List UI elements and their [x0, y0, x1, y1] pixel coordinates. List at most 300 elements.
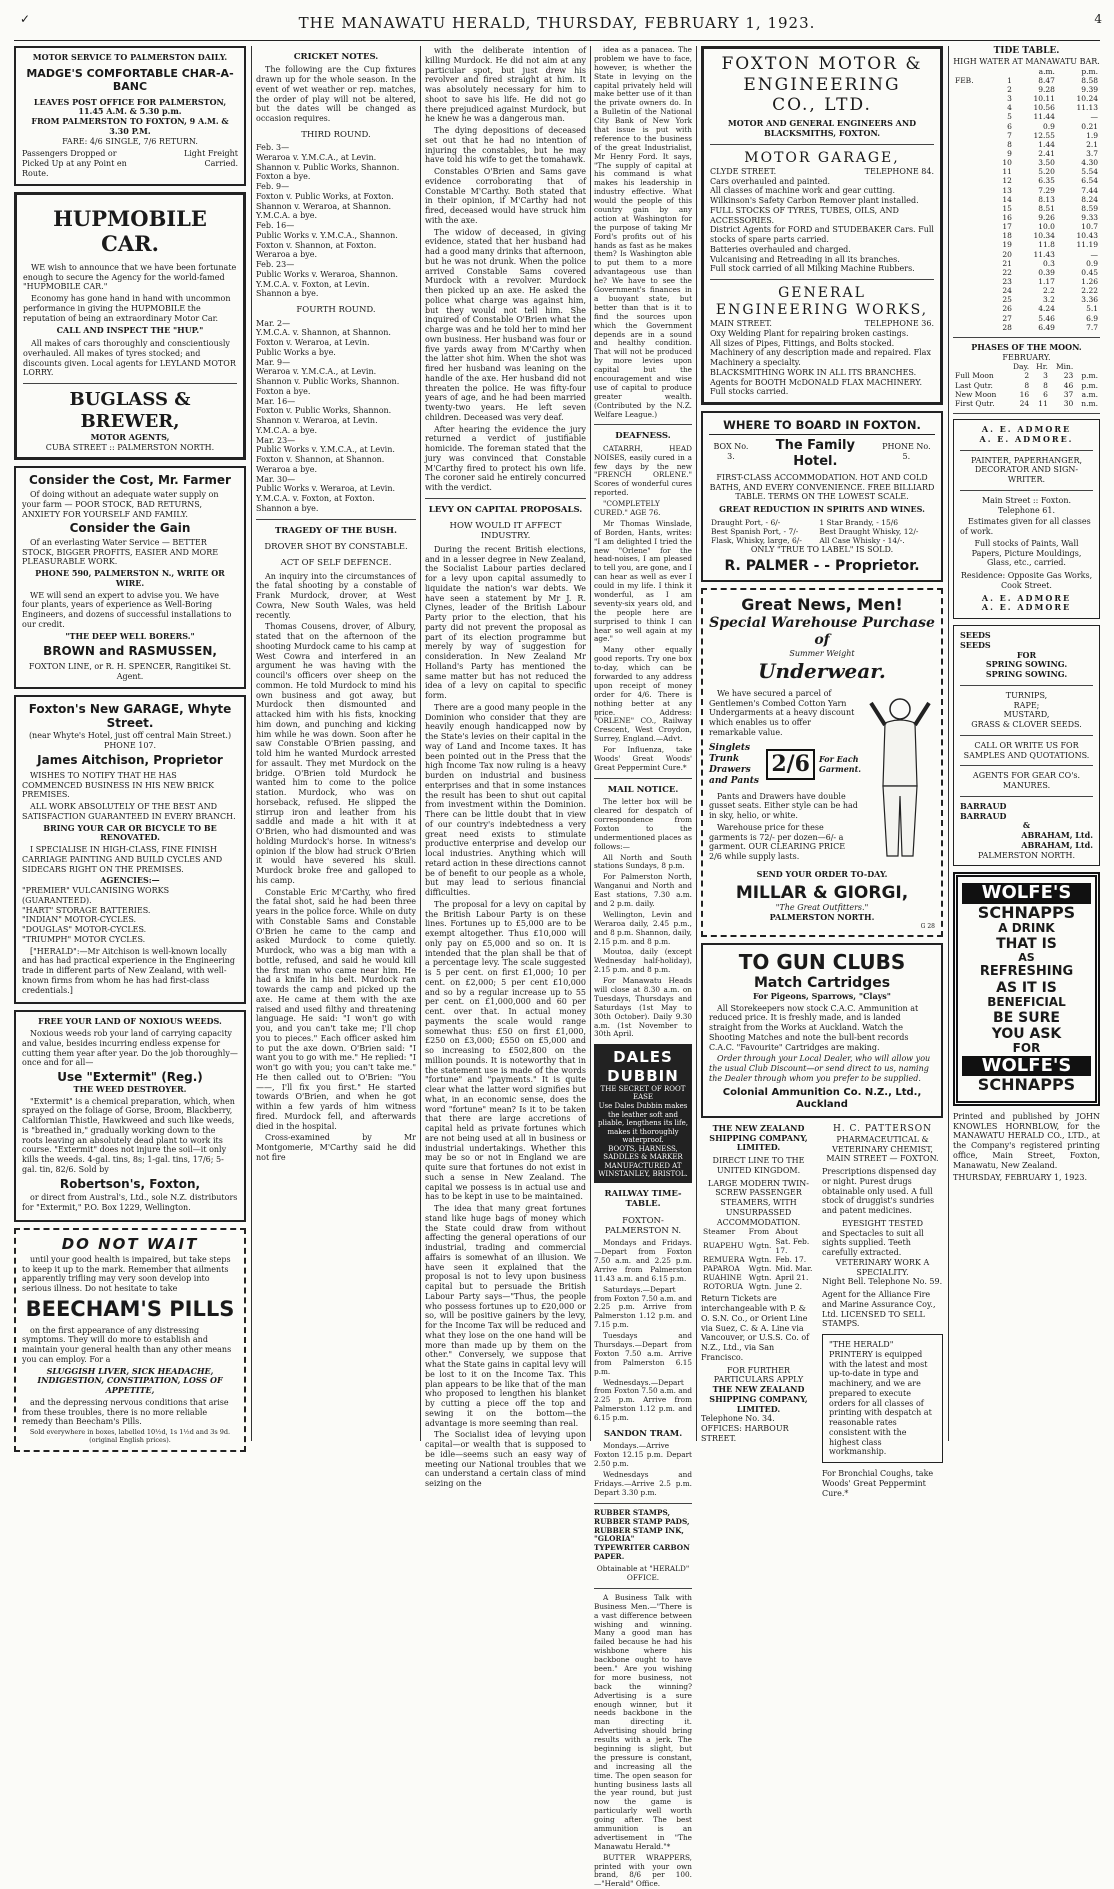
hupmobile-ad — [14, 192, 246, 461]
ad-firm: A. E. ADMORE — [981, 602, 1072, 613]
stamps-ad — [594, 1509, 692, 1562]
time-cell: 16 — [1019, 389, 1030, 399]
price-cell: Best Spanish Port, - 7/- — [711, 527, 799, 537]
month-cell — [953, 176, 991, 185]
time-cell: 2 — [1024, 371, 1030, 381]
month-cell — [953, 222, 991, 231]
fixture-line: Foxton v. Shannon, at Foxton. — [256, 240, 377, 250]
ad-callout: CALL AND INSPECT THE "HUP." — [56, 325, 204, 336]
seed-item: GRASS & CLOVER SEEDS. — [971, 720, 1082, 729]
dales-dubbin-ad — [594, 1044, 692, 1182]
ad-text: Prescriptions dispensed day or night. Purest drugs obtainable only used. A full stock of druggist's sundries and patent medicines. — [822, 1167, 937, 1216]
paragraph: CATARRH, HEAD NOISES, easily cured in a few days by the new "FRENCH ORLENE." Scores of wonderful cures reported. — [594, 443, 692, 498]
day-cell: 16 — [1002, 212, 1012, 222]
ad-phone: PHONE No. 5. — [882, 442, 931, 461]
article-body — [594, 798, 692, 1039]
wolfe-line: BENEFICIAL — [987, 994, 1066, 1009]
seed-list — [960, 691, 1093, 730]
ad-firm: ABRAHAM, Ltd. — [1021, 830, 1093, 840]
time-cell: 9.33 — [1081, 212, 1098, 222]
paragraph: There are a good many people in the Dominion who consider that they are heavily enough handicapped now by the State's levies on their capital in the way of Land and Income taxes. It has been pointed out in the Press that the high Income Tax now ruling is a heavy burden on industrial and business enterprises and that in some instances the result has been to shut out capital from investment within the Dominion. There can be little doubt that in view of our country's indebtedness a very great need exists to stimulate productive enterprise and develop our local industries. Anything which will retard action in these directions cannot be of benefit to our people as a whole, but may lead to serious financial difficulties. — [425, 702, 586, 898]
fixture-line: Public Works a bye. — [256, 347, 336, 357]
ad-firm: BROWN and RASMUSSEN, — [43, 644, 217, 659]
service-line: FULL STOCKS OF TYRES, TUBES, OILS, AND ACCESSORIES. — [710, 205, 899, 225]
service-line: Batteries overhauled and charged. — [710, 244, 851, 254]
time-cell: 1.26 — [1081, 276, 1098, 286]
time-cell: 10.0 — [1038, 222, 1055, 232]
seeds-ad — [953, 625, 1100, 866]
phase-cell: New Moon — [955, 389, 997, 399]
fixture-line: Y.M.C.A. a bye. — [256, 211, 317, 221]
underwear-ad — [701, 588, 943, 937]
time-cell: 3.36 — [1081, 295, 1098, 305]
time-cell: 6.54 — [1081, 176, 1098, 186]
time-cell: 10.24 — [1076, 94, 1098, 104]
month-cell — [953, 195, 991, 204]
article-subheading: HOW WOULD IT AFFECT INDUSTRY. — [449, 521, 562, 542]
time-cell: 46 — [1063, 380, 1074, 390]
time-cell: 24 — [1019, 398, 1030, 408]
table-row — [953, 122, 1100, 131]
article-body — [594, 1442, 692, 1497]
paragraph: Wellington, Levin and Weraroa daily, 2.45 p.m., and 8 p.m. Shannon, daily, 2.15 p.m. and 8 p.m. — [594, 909, 692, 946]
month-cell — [953, 140, 991, 149]
table-row — [701, 1282, 816, 1291]
column-rule — [696, 46, 697, 1441]
table-cell: RUAHINE — [703, 1273, 742, 1283]
ad-text: Noxious weeds rob your land of carrying capacity and value, besides incurring endless expense for cutting them year after year. Do the job thoroughly—once and for all— — [22, 1029, 238, 1068]
ad-title: ENGINEERING — [743, 74, 901, 95]
article-subheading: FOXTON-PALMERSTON N. — [604, 1215, 682, 1236]
paragraph: Wednesdays and Fridays.—Arrive 2.5 p.m. Depart 3.30 p.m. — [594, 1470, 692, 1497]
ad-text: Economy has gone hand in hand with uncommon performance in giving the HUPMOBILE the reputation of being an extraordinary Motor Car. — [23, 294, 231, 323]
time-cell: 6.35 — [1038, 176, 1055, 186]
service-line: District Agents for FORD and STUDEBAKER Cars. Full stocks of spare parts carried. — [710, 225, 934, 245]
month-cell — [953, 240, 991, 249]
paragraph: For Manawatu Heads will close at 8.30 a.m. on Tuesdays, Thursdays and Saturdays (1st May to 30th October). Daily 9.30 a.m. (1st November to 30th April. — [594, 976, 692, 1039]
service-line: Full stock carried of all Milking Machine Rubbers. — [710, 264, 915, 274]
service-line: All classes of machine work and gear cutting. — [710, 186, 896, 196]
time-cell: a.m. — [1081, 389, 1098, 399]
article-body — [425, 545, 586, 1489]
service-list — [710, 329, 934, 397]
service-line: Wilkinson's Safety Carbon Remover plant installed. — [710, 196, 919, 206]
table-row — [953, 195, 1100, 204]
table-row — [953, 399, 1100, 408]
time-cell: 7.29 — [1038, 185, 1055, 195]
ad-title: Special Warehouse Purchase of — [709, 614, 935, 648]
ad-address: Main Street :: Foxton. — [981, 495, 1072, 505]
table-row — [953, 381, 1100, 390]
month-cell — [953, 103, 991, 112]
time-cell: 8.58 — [1081, 75, 1098, 85]
beecham-ad — [14, 1228, 246, 1452]
ad-firm: MILLAR & GIORGI, — [735, 882, 909, 903]
ad-sub: SPRING SOWING. — [985, 659, 1068, 670]
fixture-line: Feb. 9— — [256, 182, 290, 192]
ad-title: Consider the Gain — [69, 521, 191, 536]
article-text: The following are the Cup fixtures drawn up for the whole season. In the event of wet weather or rep. matches, the order of play will not be altered, but the dates will be changed as occasion requires. — [256, 65, 416, 124]
month-cell — [953, 213, 991, 222]
month-cell: FEB. — [955, 75, 974, 85]
service-line: BLACKSMITHING WORK IN ALL ITS BRANCHES. — [710, 367, 917, 377]
fixture-line: Weraroa a bye. — [256, 464, 318, 474]
time-cell: — — [1090, 249, 1098, 259]
article-subheading: DROVER SHOT BY CONSTABLE. — [264, 541, 408, 552]
day-cell: 18 — [1002, 231, 1012, 241]
ad-address: PALMERSTON NORTH. — [977, 850, 1075, 860]
ad-text: ["HERALD":—Mr Aitchison is well-known locally and has had practical experience in the Engineering trade in different parts of New Zealand, with well-known firms from whom he has had first-class credentials.] — [22, 946, 236, 995]
stamp-item: RUBBER STAMP INK, — [594, 1525, 684, 1535]
time-cell: 5.20 — [1038, 167, 1055, 177]
agency-item: "DOUGLAS" MOTOR-CYCLES. — [22, 925, 147, 935]
day-cell: 6 — [1007, 121, 1012, 131]
printery-notice: "THE HERALD" PRINTERY is equipped with the latest and most up-to-date in type and machinery, and we are prepared to execute orders for all classes of printing with despatch at reasonable rates consistent with the highest class workmanship. — [822, 1334, 943, 1463]
table-cell: Mid. Mar. — [775, 1263, 813, 1273]
fixture-list — [256, 319, 416, 514]
time-cell: 9.26 — [1038, 212, 1055, 222]
month-cell — [953, 304, 991, 313]
fixture-list — [256, 143, 416, 299]
table-cell: June 2. — [775, 1282, 803, 1292]
ad-text: We have secured a parcel of Gentlemen's Combed Cotton Yarn Undergarments at a heavy discount which enables us to offer remarkable value. — [709, 688, 855, 737]
wolfe-line: WOLFE'S — [962, 883, 1091, 904]
moon-table — [953, 362, 1100, 408]
day-cell: 19 — [1002, 240, 1012, 250]
ad-title: TO GUN CLUBS — [738, 950, 906, 975]
article-subheading: FOURTH ROUND. — [296, 305, 376, 316]
article-heading: DEAFNESS. — [615, 431, 671, 442]
paragraph: All North and South stations Sundays, 8 p.m. — [594, 852, 692, 871]
ad-address: PALMERSTON NORTH. — [769, 912, 875, 923]
day-cell: 1 — [1007, 75, 1012, 85]
time-cell: 11.19 — [1076, 240, 1098, 250]
price-badge: 2/6 — [766, 749, 815, 780]
table-row — [953, 94, 1100, 103]
day-cell: 27 — [1002, 313, 1012, 323]
table-row — [701, 1255, 816, 1264]
bottom-ads — [701, 1124, 943, 1498]
table-row — [953, 112, 1100, 121]
ad-motto: "The Great Outfitters." — [775, 903, 869, 913]
paragraph: Thomas Cousens, drover, of Albury, stated that on the afternoon of the shooting Murdock came to his camp at West Cowra and interfered in an argument he was having with the council's officers over sheep on the common. He told Murdock to mind his own business and got away, but Murdock then dismounted and attacked him with his fists, knocking him down, and punching and kicking him while he was down. Soon after he saw Constable O'Brien passing, and told him he wanted Murdock arrested for assault. They met Murdock on the bridge. O'Brien told Murdock he wanted him to come to the police station. Murdock, who was on horseback, refused. He slipped the stirrup iron and leather from his saddle and made a hit with it at O'Brien, who had dismounted and was holding Murdock's horse. In witness's opinion if the blow had struck O'Brien it would have severed his skull. Murdock broke free and galloped to his camp. — [256, 622, 416, 885]
day-cell: 26 — [1002, 304, 1012, 314]
column-5 — [701, 46, 943, 1498]
imprint-date: THURSDAY, FEBRUARY 1, 1923. — [953, 1173, 1088, 1183]
time-cell: 3.50 — [1038, 158, 1055, 168]
table-header — [953, 67, 1100, 76]
time-cell: 12.55 — [1033, 130, 1055, 140]
ad-text: Full stocks of Paints, Wall Papers, Picture Mouldings, Glass, etc., carried. — [971, 538, 1082, 568]
ad-text: Return Tickets are interchangeable with P. & O. S.N. Co., or Orient Line via Suez, C. & A. Line via Vancouver, or U.S.S. Co. of N.Z., Ltd., via San Francisco. — [701, 1294, 810, 1362]
ad-firm: BUGLASS & BREWER, — [69, 389, 191, 432]
time-cell: 11 — [1038, 398, 1048, 408]
column-rule — [251, 46, 252, 1441]
table-row — [953, 250, 1100, 259]
ad-line: AGENTS FOR GEAR CO's. MANURES. — [972, 771, 1081, 790]
ad-line: Use Dales Dubbin makes the leather soft and pliable, lengthens its life, makes it thoroughly waterproof. — [598, 1102, 688, 1145]
wolfe-line: A DRINK — [998, 921, 1055, 936]
paragraph: Wednesdays.—Depart from Foxton 7.50 a.m. and 2.25 p.m. Arrive from Palmerston 1.12 p.m. and 6.15 p.m. — [594, 1377, 692, 1423]
table-cell: REMUERA — [703, 1254, 745, 1264]
time-cell: 11.43 — [1033, 249, 1055, 259]
article-heading: LEVY ON CAPITAL PROPOSALS. — [428, 504, 583, 515]
table-row — [701, 1273, 816, 1282]
wolfe-line: YOU ASK — [991, 1025, 1062, 1042]
time-cell: 0.9 — [1043, 121, 1055, 131]
price-row — [709, 536, 935, 545]
time-cell: 8.13 — [1038, 194, 1055, 204]
table-row — [953, 286, 1100, 295]
time-cell: 8 — [1024, 380, 1030, 390]
time-cell: 5.1 — [1086, 304, 1098, 314]
ad-callout: CALL OR WRITE US FOR SAMPLES AND QUOTATIONS. — [963, 740, 1090, 760]
wolfe-line: FOR — [1012, 1040, 1041, 1055]
day-cell: 9 — [1007, 148, 1012, 158]
ad-title: BEECHAM'S PILLS — [25, 1296, 235, 1321]
time-cell: 8.24 — [1081, 194, 1098, 204]
table-row — [953, 304, 1100, 313]
ad-address: CUBA STREET :: PALMERSTON NORTH. — [45, 442, 215, 452]
ad-sub: MOTOR AND GENERAL ENGINEERS AND BLACKSMITHS, FOXTON. — [727, 118, 917, 138]
month-cell — [953, 149, 991, 158]
day-cell: 28 — [1002, 322, 1012, 332]
table-row — [953, 240, 1100, 249]
ad-sub: FOR — [1016, 649, 1037, 660]
service-line: Machinery of any description made and repaired. Flax Machinery a specialty. — [710, 348, 931, 368]
ad-line: DIRECT LINE TO THE UNITED KINGDOM. — [712, 1156, 805, 1175]
article-body — [594, 1594, 692, 1889]
article-heading: CRICKET NOTES. — [293, 52, 379, 62]
tide-table-heading: TIDE TABLE. — [993, 46, 1060, 56]
extermit-ad — [14, 1010, 246, 1221]
farmer-ad — [14, 466, 246, 688]
wolfe-line: BE SURE — [993, 1009, 1060, 1026]
table-cell: ROTORUA — [703, 1282, 744, 1292]
table-row — [953, 277, 1100, 286]
day-cell: 10 — [1002, 158, 1012, 168]
time-cell: 0.21 — [1081, 121, 1098, 131]
ad-text: Agent for the Alliance Fire and Marine Assurance Coy., Ltd. LICENSED TO SELL STAMPS. — [822, 1290, 936, 1329]
garment: Singlets — [709, 742, 751, 753]
time-cell: 8 — [1043, 380, 1048, 390]
fixture-line: Mar. 9— — [256, 357, 291, 367]
patterson-ad — [822, 1124, 943, 1498]
blank-cell — [1075, 362, 1100, 371]
ad-address: CLYDE STREET. — [710, 166, 777, 176]
ad-firm: & — [1022, 820, 1031, 831]
ad-heading: WHERE TO BOARD IN FOXTON. — [709, 418, 935, 435]
time-cell: p.m. — [1081, 380, 1098, 390]
paragraph: During the recent British elections, and in a lesser degree in New Zealand, the Socialist Labour parties declared for a levy upon capital assumedly to liquidate the nation's war debts. We have seen a statement by Mr J. R. Clynes, leader of the British Labour Party prior to the election, that his party did not prevent the proposal as part of its election programme but merely by way of suggestion for consideration. In New Zealand Mr Holland's Party has mentioned the same matter but has not reduced the idea of a levy on capital to specific form. — [425, 544, 586, 701]
time-cell: 23 — [1063, 371, 1074, 381]
ad-line: FROM PALMERSTON TO FOXTON, 9 A.M. & 3.30 P.M. — [31, 116, 229, 136]
time-cell: 8.47 — [1038, 75, 1055, 85]
shipping-ad — [701, 1124, 816, 1498]
time-cell: 2.1 — [1086, 139, 1098, 149]
price-cell: All Case Whisky - 14/-. — [819, 536, 905, 546]
table-row — [701, 1237, 816, 1255]
paragraph: with the deliberate intention of killing Murdock. He did not aim at any particular spot, but just drew his revolver and fired straight at him. It was absolutely necessary for him to shoot to save his life. He did not go there prejudiced against Murdock, but he knew he was a dangerous man. — [425, 46, 586, 124]
paragraph: Many other equally good reports. Try one box to-day, which can be forwarded to any address upon receipt of money order for 4/6. There is nothing better at any price. Address: "ORLENE" CO., Railway Crescent, West Croydon, Surrey, England.—Advt. — [594, 645, 692, 744]
article-body — [256, 572, 416, 1163]
ad-title: DALES DUBBIN — [607, 1048, 679, 1085]
fixture-line: Shannon a bye. — [256, 289, 319, 299]
time-cell: 10.56 — [1033, 103, 1055, 113]
article-heading: RAILWAY TIME-TABLE. — [604, 1188, 682, 1210]
garment: and Pants — [709, 775, 759, 786]
paragraph: The widow of deceased, in giving evidence, stated that her husband had had a good many drinks that afternoon, but he was not drunk. When the police arrived Constable Sams covered Murdock with a revolver. Murdock then picked up an axe. He asked the police what charge was against him, but they would not tell him. She inquired of Constable O'Brien what the charge was and he told her to mind her own business. Her husband was four or five yards away from M'Carthy when the latter shot him. When the shot was fired her husband was leaning on the handle of the axe. Her husband did not threaten the police. He was fifty-four years of age, and he had been married twenty-two years. He left seven children. Deceased was very deaf. — [425, 227, 586, 422]
price-note: For Each Garment. — [819, 753, 862, 774]
stamp-item: "GLORIA" TYPEWRITER CARBON PAPER. — [594, 1534, 690, 1562]
price-row — [709, 527, 935, 536]
ad-sub: AGENCIES:— — [100, 875, 160, 886]
table-row — [953, 390, 1100, 399]
table-row — [953, 295, 1100, 304]
ad-text: "Extermit" is a chemical preparation, which, when sprayed on the foliage of Gorse, Broom, Blackberry, Californian Thistle, Hawkweed and such like weeds, is "breathed in," gradually working down to the roots leaving an absolutely dead plant to work its course. "Extermit" does not injure the soil—it only kills the weeds. 4-gal. tins, 8s; 1-gal. tins, 17/6; 5-gal. tin, 82/6. Sold by — [22, 1096, 235, 1174]
ad-title: HUPMOBILE CAR. — [53, 205, 207, 257]
ad-text: Pants and Drawers have double gusset seats. Either style can be had in sky, helio, or white. — [709, 791, 858, 821]
day-cell: 3 — [1007, 94, 1012, 104]
time-cell: 1.17 — [1038, 276, 1055, 286]
garment: Trunk Drawers — [709, 753, 751, 775]
month-cell — [953, 131, 991, 140]
day-cell: 2 — [1007, 85, 1012, 94]
ad-title: GENERAL ENGINEERING WORKS, — [715, 285, 929, 319]
ad-text: Of doing without an adequate water supply on your farm — POOR STOCK, BAD RETURNS, ANXIETY FOR YOURSELF AND FAMILY. — [22, 490, 219, 519]
ad-line: LEAVES POST OFFICE FOR PALMERSTON, 11.45 A.M. & 5.30 p.m. — [33, 96, 227, 117]
ad-text: WISHES TO NOTIFY THAT HE HAS COMMENCED BUSINESS IN HIS NEW BRICK PREMISES. — [22, 770, 214, 800]
ad-line: LARGE MODERN TWIN-SCREW PASSENGER STEAMERS, WITH UNSURPASSED ACCOMMODATION. — [708, 1178, 809, 1227]
article-body — [594, 1239, 692, 1423]
wolfe-line: SCHNAPPS — [977, 902, 1076, 922]
paragraph: Mondays.—Arrive Foxton 12.15 p.m. Depart 2.50 p.m. — [594, 1441, 692, 1469]
ad-title: Underwear. — [758, 658, 886, 683]
time-cell: 5.46 — [1038, 313, 1055, 323]
fixture-line: Y.M.C.A. a bye. — [256, 425, 317, 435]
day-cell: 7 — [1007, 130, 1012, 140]
ad-callout: BRING YOUR CAR OR BICYCLE TO BE RENOVATED. — [43, 822, 217, 843]
paragraph: Constables O'Brien and Sams gave evidence corroborating that of Constable M'Carthy. Both stated that in their opinion, if M'Carthy had not fired, deceased would have struck him with the axe. — [425, 167, 586, 225]
table-header — [953, 362, 1100, 371]
fixture-line: Foxton v. Public Works, Shannon. — [256, 406, 392, 416]
ad-title: MOTOR GARAGE, — [744, 149, 900, 166]
table-cell: Wgtn. — [748, 1263, 772, 1273]
ad-sub: PHARMACEUTICAL & VETERINARY CHEMIST, — [832, 1134, 933, 1154]
ad-address: OFFICES: HARBOUR STREET. — [701, 1424, 789, 1443]
article-subheading: THIRD ROUND. — [301, 129, 371, 140]
ad-firm: ABRAHAM, Ltd. — [1021, 839, 1093, 850]
column-header: Hr. — [1036, 362, 1048, 372]
ad-address: Residence: Opposite Gas Works, Cook Street. — [960, 571, 1093, 590]
time-cell: 11.13 — [1076, 103, 1098, 113]
time-cell: n.m. — [1081, 398, 1098, 408]
advert-line: For Influenza, take Woods' Great Woods' Great Peppermint Cure.* — [594, 745, 692, 772]
day-cell: 12 — [1002, 176, 1012, 186]
family-hotel-ad — [701, 411, 943, 582]
time-cell: 8.59 — [1081, 203, 1098, 213]
table-header — [701, 1227, 816, 1236]
price-table — [709, 518, 935, 545]
article-heading: SANDON TRAM. — [603, 1429, 683, 1440]
day-cell: 15 — [1002, 203, 1012, 213]
time-cell: 0.45 — [1081, 267, 1098, 277]
ad-text: and Spectacles to suit all sights supplied. Teeth carefully extracted. — [822, 1228, 924, 1258]
paragraph: idea as a panacea. The problem we have to face, however, is whether the State in levying on the capital privately held will make better use of it than the private owners do. In a Bulletin of the National City Bank of New York that issue is put with reference to the business of the great Industrialist, Mr Henry Ford. It says, "The supply of capital at his command is what makes his leadership in industry effective. What would the people of this country gain by any action at Washington for the purpose of taking Mr Ford's profits out of his hands as fast as he makes them? Is Washington able to put them to a more advantageous use than he? We have to see the Government's finances in a buoyant state, but better than that is it to find the sources upon which the Government depends are in a sound and healthy condition. That will not be produced by more levies upon capital but the encouragement and wise use of capital to produce greater wealth. (Contributed by the N.Z. Welfare League.) — [594, 45, 692, 419]
article-heading: MAIL NOTICE. — [607, 784, 679, 795]
table-cell: Wgtn. — [748, 1254, 772, 1264]
time-cell: — — [1090, 112, 1098, 122]
seed-item: MUSTARD, — [1003, 710, 1050, 720]
day-cell: 5 — [1007, 112, 1012, 122]
day-cell: 8 — [1007, 139, 1012, 149]
blank-cell — [953, 362, 1007, 371]
paragraph: Moutoa, daily (except Wednesday half-holiday), 2.15 p.m. and 8 p.m. — [594, 947, 692, 975]
advert-line: For Bronchial Coughs, take Woods' Great Peppermint Cure.* — [822, 1469, 934, 1498]
ad-phone: Night Bell. Telephone No. 59. — [822, 1277, 943, 1287]
gun-clubs-ad — [701, 943, 943, 1118]
paragraph: For Palmerston North, Wanganui and North and East stations, 7.30 a.m. and 2 p.m. daily. — [594, 872, 692, 908]
admore-ad — [953, 419, 1100, 619]
month-cell — [953, 314, 991, 323]
ad-text: Warehouse price for these garments is 72/- per dozen—6/- a garment. OUR CLEARING PRICE 2/6 while supply lasts. — [709, 822, 846, 862]
ad-sub: MOTOR AGENTS, — [90, 431, 170, 442]
time-cell: p.m. — [1081, 371, 1098, 381]
ad-title: DO NOT WAIT — [61, 1234, 199, 1253]
ad-heading: THE NEW ZEALAND SHIPPING COMPANY, LIMITED. — [709, 1122, 808, 1153]
time-cell: 0.3 — [1043, 258, 1055, 268]
ad-firm: BARRAUD — [960, 800, 1007, 811]
ad-title: Consider the Cost, Mr. Farmer — [29, 473, 231, 488]
phase-cell: First Qutr. — [955, 398, 995, 408]
ad-text: Order through your Local Dealer, who will allow you the usual Club Discount—or send direct to us, naming the Dealer through whom you prefer to be supplied. — [709, 1054, 931, 1083]
price-cell: Draught Port, - 6/- — [711, 517, 781, 527]
fixture-line: Foxton a bye. — [256, 172, 311, 182]
time-cell: 7.7 — [1086, 322, 1098, 332]
fixture-line: Feb. 3— — [256, 143, 290, 153]
day-cell: 11 — [1002, 167, 1012, 177]
fixture-line: Public Works v. Weraroa, Shannon. — [256, 269, 398, 279]
table-row — [953, 131, 1100, 140]
month-cell — [953, 250, 991, 259]
fixture-line: Y.M.C.A. v. Shannon, at Shannon. — [256, 328, 391, 338]
paragraph: The proposal for a levy on capital by the British Labour Party is on these lines. Fortunes up to £5,000 are to be exempt altogether. Thus £10,000 will only pay on £5,000 and so on. It is intended that the plan shall be that of a percentage levy. The scale suggested is 5 per cent. on first £1,000; 10 per cent. on £2,000; 5 per cent £10,000 and so by a regular increase up to 55 per cent. on £1,000,000 and 60 per cent. over that. In actual money payments the scale would range somewhat thus: £50 on first £1,000, £250 on £3,000; £550 on £5,000 and so increasing to £502,800 on the million pounds. It is noteworthy that in the statement use is made of the words "fortune" and "payments." It is quite clear what the latter word signifies but what, in an economic sense, does the word "fortune" mean? Is it to be taken that there are large accretions of capital held as private fortunes which are not being used at all in business or industrial undertakings. Whether this may be so or not in England we are quite sure that fortunes do not exist in such a sense in New Zealand. The capital we possess is in actual use and has to be kept in use to be maintained. — [425, 899, 586, 1202]
ad-firm: James Aitchison, Proprietor — [37, 753, 223, 768]
ad-fare: FARE: 4/6 SINGLE, 7/6 RETURN. — [62, 136, 198, 146]
ad-title: CO., LTD. — [772, 95, 872, 116]
paragraph: The Socialist idea of levying upon capital—or wealth that is supposed to be idle—seems such an easy way of meeting our National troubles that we can understand a certain class of mind seizing on the — [425, 1430, 586, 1489]
ad-note: Obtainable at "HERALD" OFFICE. — [596, 1564, 690, 1582]
seed-item: RAPE; — [1013, 700, 1040, 710]
paragraph: Constable Eric M'Carthy, who fired the fatal shot, said he had been three years in the police force. While on duty with Constable Sams and Constable O'Brien he came to the camp and asked Murdock to come quietly. Murdock, who was a big man with a bottle, refused, and said he would kill the first man who came near him. He had a knife in his belt. Murdock ran towards the camp and picked up the axe. He came at them with the axe raised and used filthy and threatening language. He said: "I won't go with you, and you can't take me; I'll chop you to pieces." Each officer asked him to put the axe down. O'Brien said: "I want you to go with me." He replied: "I won't go with you; you can't take me." He then called out to O'Brien: "You ——, I'll fix you first." He started towards O'Brien, and when he got within a few yards of him witness fired. Murdock fell, and afterwards died in the hospital. — [256, 887, 416, 1131]
fixture-line: Y.M.C.A. v. Foxton, at Foxton. — [256, 494, 375, 504]
service-line: Agents for BOOTH McDONALD FLAX MACHINERY. Full stocks carried. — [710, 377, 922, 397]
time-cell: 3 — [1043, 371, 1048, 381]
wolfe-line: AS IT IS — [996, 979, 1057, 996]
table-cell: Wgtn. — [748, 1282, 772, 1292]
agency-item: "HART" STORAGE BATTERIES. — [22, 905, 151, 915]
table-row — [953, 158, 1100, 167]
tide-table — [953, 67, 1100, 332]
month-cell — [953, 323, 991, 332]
month-cell — [953, 286, 991, 295]
wolfes-schnapps-ad — [953, 872, 1100, 1106]
ad-callout: VETERINARY WORK A SPECIALITY. — [835, 1257, 930, 1277]
ad-text: until your good health is impaired, but take steps to keep it up to the mark. Remember that ailments apparently trifling may very soon develop into serious illness. Do not hesitate to take — [22, 1254, 231, 1294]
paragraph: The letter box will be cleared for despatch of correspondence from Foxton to the undermentioned places as follows:— — [594, 797, 692, 851]
time-cell: 1.44 — [1038, 139, 1055, 149]
article-body — [594, 445, 692, 744]
